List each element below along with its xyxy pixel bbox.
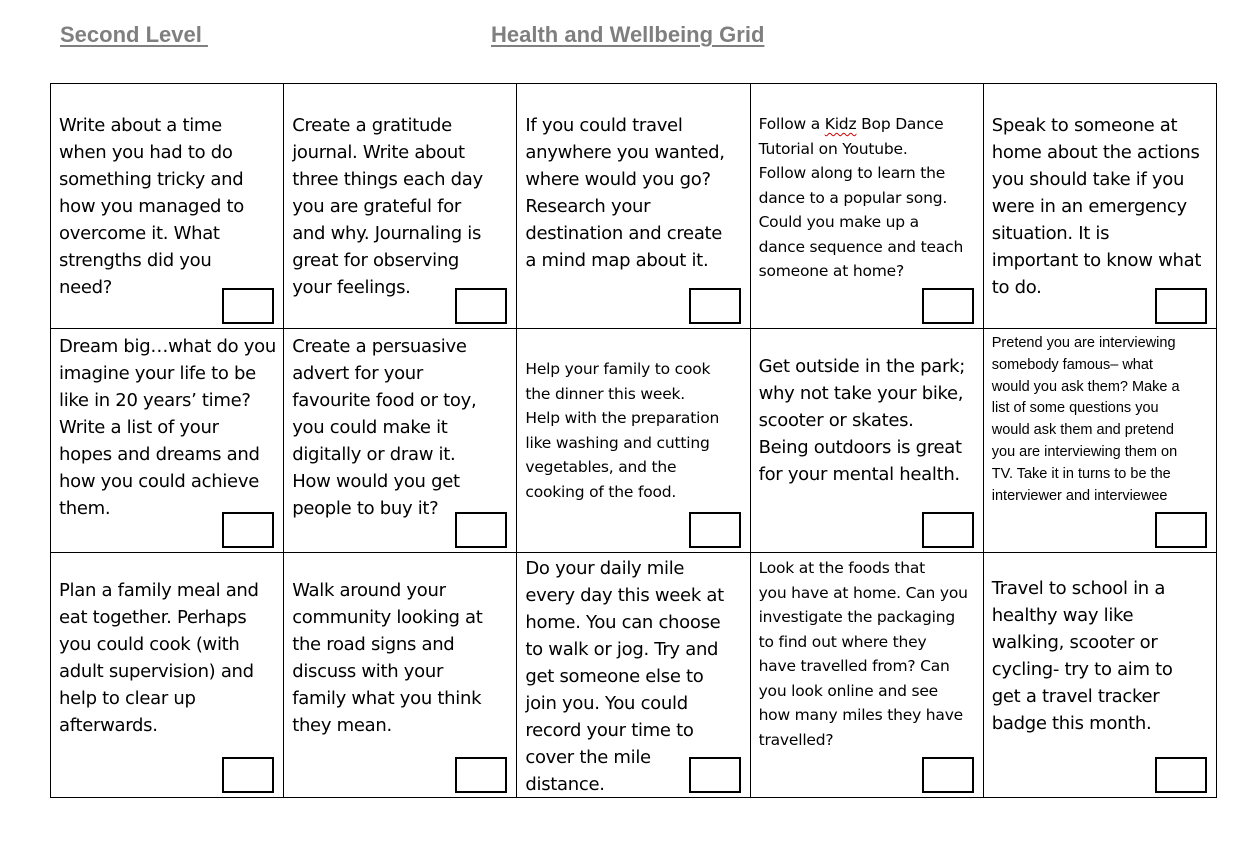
activity-text: Look at the foods that you have at home. Can you investigate the packaging to find out where they have travelled from? Can you look online and see how many miles they have travelled? (758, 559, 968, 749)
activity-text-rest: Bop Dance Tutorial on Youtube. Follow along to learn the dance to a popular song. Could you make up a dance sequence and teach someone at home? (758, 115, 964, 280)
activity-cell (51, 84, 284, 329)
activity-cell (983, 84, 1216, 329)
activity-cell (284, 84, 517, 329)
activity-text-start: Follow a (758, 115, 825, 133)
completion-checkbox[interactable] (689, 512, 741, 548)
activity-cell (983, 553, 1216, 798)
activity-text: Dream big…what do you imagine your life to be like in 20 years’ time? Write a list of your hopes and dreams and how you could achieve them. (59, 336, 276, 519)
activity-text: If you could travel anywhere you wanted, where would you go? Research your destination and create a mind map about it. (525, 115, 725, 271)
completion-checkbox[interactable] (455, 288, 507, 324)
activity-cell (51, 329, 284, 553)
completion-checkbox[interactable] (922, 512, 974, 548)
activity-cell (517, 553, 750, 798)
activity-text: Plan a family meal and eat together. Perhaps you could cook (with adult supervision) and help to clear up afterwards. (59, 580, 259, 736)
activity-cell (983, 329, 1216, 553)
completion-checkbox[interactable] (689, 757, 741, 793)
activity-text: Create a gratitude journal. Write about three things each day you are grateful for and why. Journaling is great for observing your feelings. (292, 115, 483, 298)
grid-row (51, 329, 1217, 553)
completion-checkbox[interactable] (689, 288, 741, 324)
level-heading: Second Level (60, 22, 208, 47)
completion-checkbox[interactable] (222, 757, 274, 793)
activity-cell (51, 553, 284, 798)
completion-checkbox[interactable] (922, 757, 974, 793)
completion-checkbox[interactable] (222, 288, 274, 324)
completion-checkbox[interactable] (1155, 512, 1207, 548)
activity-cell (517, 329, 750, 553)
activity-text (759, 112, 977, 284)
completion-checkbox[interactable] (455, 757, 507, 793)
activity-text: Pretend you are interviewing somebody famous– what would you ask them? Make a list of some questions you would ask them and pretend you are interviewing them on TV. Take it in turns to be the interviewer and interviewee (991, 335, 1180, 504)
grid-title: Health and Wellbeing Grid (491, 22, 765, 47)
activity-cell (750, 84, 983, 329)
activity-text: Speak to someone at home about the actions you should take if you were in an emergency situation. It is important to know what to do. (991, 115, 1202, 298)
activity-text: Help your family to cook the dinner this week. Help with the preparation like washing and cutting vegetables, and the cooking of the food. (525, 360, 720, 501)
activity-cell (750, 329, 983, 553)
grid-row (51, 553, 1217, 798)
activity-text: Do your daily mile every day this week at home. You can choose to walk or jog. Try and get someone else to join you. You could record your time to cover the mile distance. (525, 558, 724, 795)
grid-row (51, 84, 1217, 329)
activity-cell (284, 553, 517, 798)
activity-text: Get outside in the park; why not take your bike, scooter or skates. Being outdoors is great for your mental health. (758, 356, 965, 485)
activity-cell (284, 329, 517, 553)
activity-text: Walk around your community looking at the road signs and discuss with your family what you think they mean. (292, 580, 483, 736)
activity-text: Travel to school in a healthy way like walking, scooter or cycling- try to aim to get a travel tracker badge this month. (991, 578, 1173, 734)
completion-checkbox[interactable] (1155, 288, 1207, 324)
completion-checkbox[interactable] (1155, 757, 1207, 793)
activity-text: Write about a time when you had to do something tricky and how you managed to overcome it. What strengths did you need? (59, 115, 244, 298)
completion-checkbox[interactable] (222, 512, 274, 548)
activity-cell (750, 553, 983, 798)
completion-checkbox[interactable] (922, 288, 974, 324)
activity-grid (50, 83, 1217, 798)
completion-checkbox[interactable] (455, 512, 507, 548)
activity-text: Create a persuasive advert for your favourite food or toy, you could make it digitally or draw it. How would you get people to buy it? (292, 336, 477, 519)
spellcheck-flagged-word: Kidz (824, 115, 857, 133)
activity-cell (517, 84, 750, 329)
